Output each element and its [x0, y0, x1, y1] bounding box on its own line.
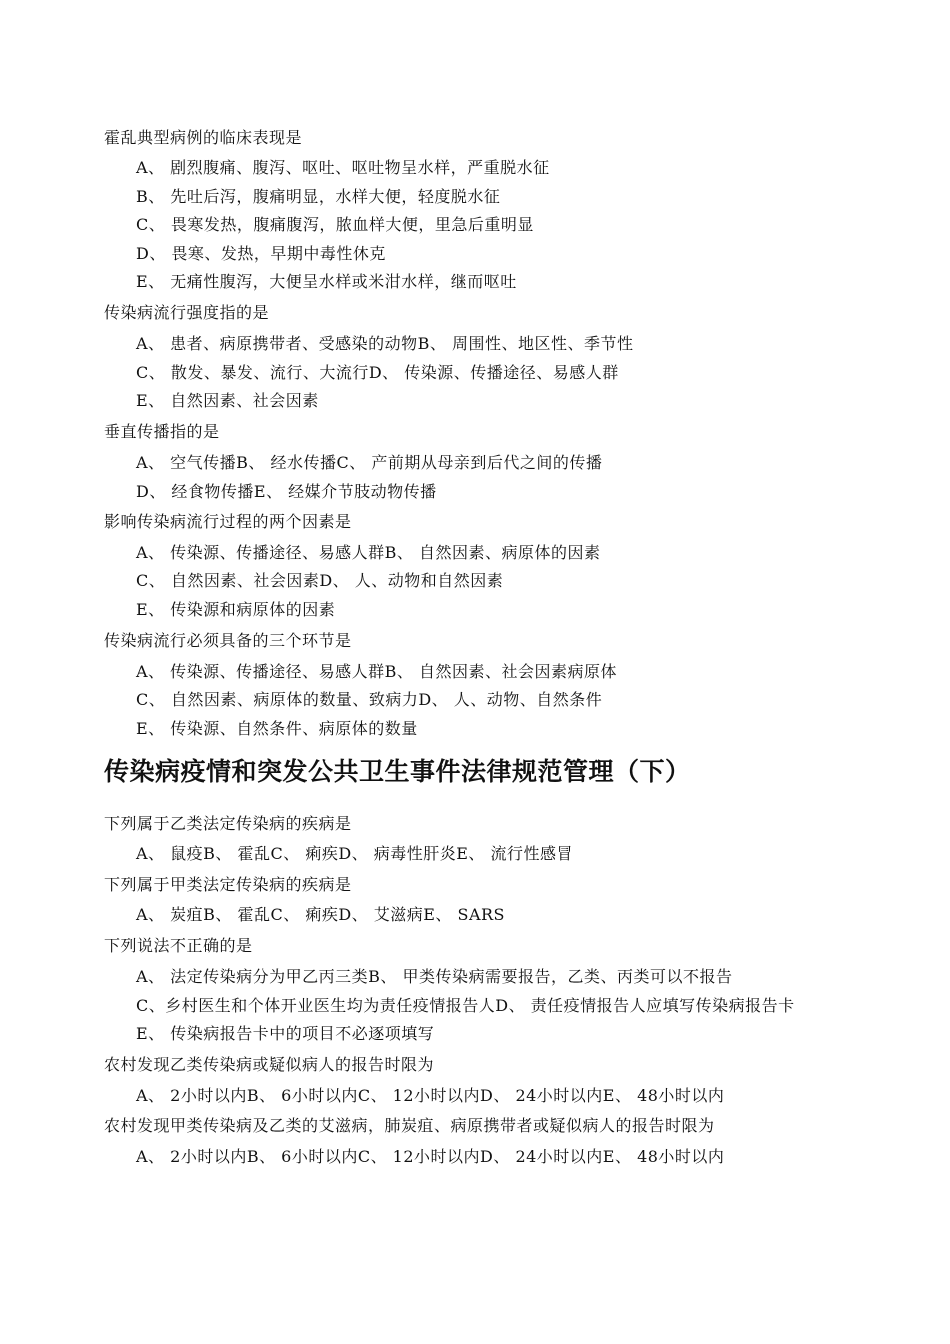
option-e: E、 自然因素、社会因素: [136, 391, 319, 410]
option-e: E、 传染病报告卡中的项目不必逐项填写: [136, 1024, 435, 1043]
option-c-d: C、 自然因素、病原体的数量、致病力D、 人、动物、自然条件: [136, 690, 603, 709]
question-three-links: 传染病流行必须具备的三个环节是: [104, 631, 352, 650]
option-a-e: A、 炭疽B、 霍乱C、 痢疾D、 艾滋病E、 SARS: [136, 905, 506, 924]
option-c: C、 畏寒发热，腹痛腹泻，脓血样大便，里急后重明显: [136, 215, 534, 234]
option-a-e: A、 2小时以内B、 6小时以内C、 12小时以内D、 24小时以内E、 48小时以内: [136, 1086, 725, 1105]
option-a-b: A、 患者、病原携带者、受感染的动物B、 周围性、地区性、季节性: [136, 334, 634, 353]
question-vertical-transmission: 垂直传播指的是: [104, 422, 220, 441]
question-class-b: 下列属于乙类法定传染病的疾病是: [104, 814, 352, 833]
question-class-b-report-time: 农村发现乙类传染病或疑似病人的报告时限为: [104, 1055, 435, 1074]
option-d-e: D、 经食物传播E、 经媒介节肢动物传播: [136, 482, 437, 501]
question-epidemic-intensity: 传染病流行强度指的是: [104, 303, 270, 322]
option-a-b-c: A、 空气传播B、 经水传播C、 产前期从母亲到后代之间的传播: [136, 453, 603, 472]
section-heading: 传染病疫情和突发公共卫生事件法律规范管理（下）: [104, 757, 691, 786]
option-e: E、 传染源、自然条件、病原体的数量: [136, 719, 418, 738]
option-c-d: C、 自然因素、社会因素D、 人、动物和自然因素: [136, 571, 504, 590]
question-cholera: 霍乱典型病例的临床表现是: [104, 128, 303, 147]
option-c-d: C、 散发、暴发、流行、大流行D、 传染源、传播途径、易感人群: [136, 363, 619, 382]
option-a-e: A、 2小时以内B、 6小时以内C、 12小时以内D、 24小时以内E、 48小时以内: [136, 1147, 725, 1166]
question-incorrect-statement: 下列说法不正确的是: [104, 936, 253, 955]
option-a-b: A、 传染源、传播途径、易感人群B、 自然因素、病原体的因素: [136, 543, 601, 562]
option-e: E、 无痛性腹泻，大便呈水样或米泔水样，继而呕吐: [136, 272, 517, 291]
option-e: E、 传染源和病原体的因素: [136, 600, 336, 619]
option-d: D、 畏寒、发热，早期中毒性休克: [136, 244, 386, 263]
option-c-d: C、乡村医生和个体开业医生均为责任疫情报告人D、 责任疫情报告人应填写传染病报告卡: [136, 996, 795, 1015]
option-a-b: A、 传染源、传播途径、易感人群B、 自然因素、社会因素病原体: [136, 662, 617, 681]
question-class-a: 下列属于甲类法定传染病的疾病是: [104, 875, 352, 894]
question-class-a-report-time: 农村发现甲类传染病及乙类的艾滋病，肺炭疽、病原携带者或疑似病人的报告时限为: [104, 1116, 715, 1135]
question-two-factors: 影响传染病流行过程的两个因素是: [104, 512, 352, 531]
option-a: A、 剧烈腹痛、腹泻、呕吐、呕吐物呈水样，严重脱水征: [136, 158, 550, 177]
option-b: B、 先吐后泻，腹痛明显，水样大便，轻度脱水征: [136, 187, 501, 206]
option-a-e: A、 鼠疫B、 霍乱C、 痢疾D、 病毒性肝炎E、 流行性感冒: [136, 844, 573, 863]
option-a-b: A、 法定传染病分为甲乙丙三类B、 甲类传染病需要报告，乙类、丙类可以不报告: [136, 967, 733, 986]
